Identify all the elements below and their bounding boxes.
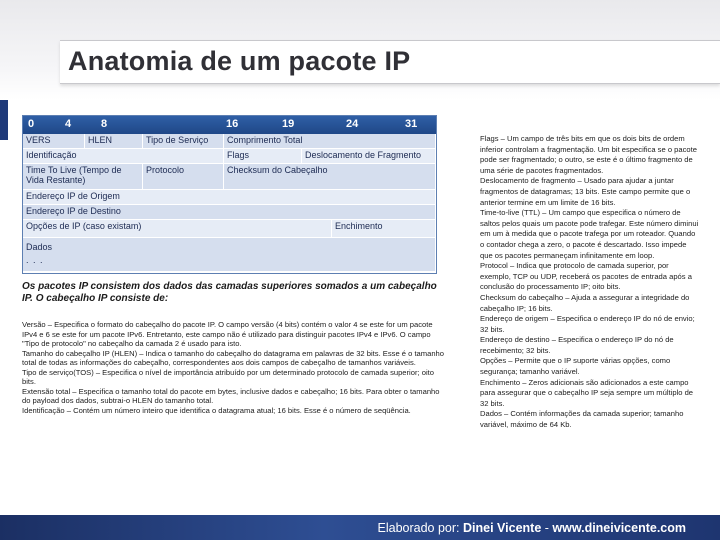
- bit-position-header: [23, 116, 436, 134]
- footer-site: www.dineivicente.com: [552, 521, 686, 535]
- footer-bar: [0, 515, 720, 540]
- field-endereco-destino: Endereço IP de Destino: [23, 205, 436, 220]
- field-protocolo: Protocolo: [143, 164, 224, 190]
- field-identificacao: Identificação: [23, 149, 224, 164]
- field-checksum-cabecalho: Checksum do Cabeçalho: [224, 164, 436, 190]
- desc-tos: Tipo de serviço(TOS) – Especifica o nível de importância atribuído por um determinado protocolo de camada superior; oito bits.: [22, 367, 434, 386]
- right-description: [480, 134, 700, 431]
- desc-deslocamento: Deslocamento de fragmento – Usado para ajudar a juntar fragmentos de datagramas; 13 bits. Este campo permite que o anterior termine em um limite de 16 bits.: [480, 176, 691, 207]
- field-dados-label: Dados: [26, 242, 53, 252]
- slide-title: Anatomia de um pacote IP: [68, 46, 411, 76]
- desc-identificacao: Identificação – Contém um número inteiro que identifica o datagrama atual; 16 bits. Esse é o número de seqüência.: [22, 405, 411, 415]
- bit-label: 0: [28, 118, 35, 130]
- desc-origem: Endereço de origem – Especifica o endereço IP do nó de envio; 32 bits.: [480, 314, 695, 334]
- desc-ttl: Time-to-live (TTL) – Um campo que especifica o número de saltos pelos quais um pacote pode trafegar. Este número diminui em um à medida que o pacote trafega por um roteador. Quando o contador chega a zero, o pacote é descartado. Isso impede que os pacotes permaneçam infinitamente em loop.: [480, 208, 699, 260]
- ip-packet-table: [22, 115, 437, 274]
- field-dados-ellipsis: . . .: [26, 255, 44, 265]
- bit-label: 31: [405, 118, 418, 130]
- footer-separator: -: [541, 521, 553, 535]
- field-flags: Flags: [224, 149, 302, 164]
- field-endereco-origem: Endereço IP de Origem: [23, 190, 436, 205]
- desc-protocol: Protocol – Indica que protocolo de camada superior, por exemplo, TCP ou UDP, receberá os pacotes de entrada após a conclusão do processamento IP; oito bits.: [480, 261, 692, 292]
- desc-enchimento: Enchimento – Zeros adicionais são adicionados a este campo para assegurar que o cabeçalho IP seja sempre um múltiplo de 32 bits.: [480, 377, 694, 408]
- desc-versao: Versão – Especifica o formato do cabeçalho do pacote IP. O campo versão (4 bits) contém o valor 4 se este for um pacote IPv4 e 6 se este for um pacote IPv6. Entretanto, este campo não é utilizado para distinguir pacotes IPv4 e IPv6. O campo "Tipo de protocolo" no cabeçalho da camada 2 é usado para isto.: [22, 320, 433, 348]
- field-vers: VERS: [23, 134, 85, 149]
- field-dados: [23, 238, 436, 271]
- field-comprimento-total: Comprimento Total: [224, 134, 436, 149]
- bit-label: 19: [282, 118, 295, 130]
- field-enchimento: Enchimento: [332, 220, 436, 238]
- footer-author: Dinei Vicente: [463, 521, 542, 535]
- bit-label: 16: [226, 118, 239, 130]
- field-opcoes-ip: Opções de IP (caso existam): [23, 220, 332, 238]
- left-heading: Os pacotes IP consistem dos dados das camadas superiores somados a um cabeçalho IP. O cabeçalho IP consiste de:: [22, 281, 437, 304]
- bit-label: 24: [346, 118, 359, 130]
- field-tipo-servico: Tipo de Serviço: [143, 134, 224, 149]
- field-time-to-live: Time To Live (Tempo de Vida Restante): [23, 164, 143, 190]
- field-deslocamento-fragmento: Deslocamento de Fragmento: [302, 149, 436, 164]
- left-description: [22, 320, 447, 415]
- desc-destino: Endereço de destino – Especifica o endereço IP do nó de recebimento; 32 bits.: [480, 335, 674, 355]
- desc-extensao-total: Extensão total – Especifica o tamanho total do pacote em bytes, inclusive dados e cabeçalho; 16 bits. Para obter o tamanho do payload dos dados, subtrai-o HLEN do tamanho total.: [22, 386, 440, 405]
- corner-accent-bar: [0, 100, 8, 140]
- bit-label: 4: [65, 118, 72, 130]
- bit-label: 8: [101, 118, 108, 130]
- desc-opcoes: Opções – Permite que o IP suporte várias opções, como segurança; tamanho variável.: [480, 356, 671, 377]
- desc-checksum: Checksum do cabeçalho – Ajuda a assegurar a integridade do cabeçalho IP; 16 bits.: [480, 292, 690, 313]
- field-hlen: HLEN: [85, 134, 143, 149]
- footer-credit: [378, 521, 686, 535]
- desc-dados: Dados – Contém informações da camada superior; tamanho variável, máximo de 64 Kb.: [480, 409, 684, 430]
- footer-prefix: Elaborado por:: [377, 521, 463, 535]
- desc-hlen: Tamanho do cabeçalho IP (HLEN) – Indica o tamanho do cabeçalho do datagrama em palavras de 32 bits. Esse é o tamanho total de todas as informações do cabeçalho, correspondentes aos dois campos de cabeçalho de tamanhos variáveis.: [22, 348, 444, 367]
- desc-flags: Flags – Um campo de três bits em que os dois bits de ordem inferior controlam a fragmentação. Um bit especifica se o pacote pode ser fragmentado; o outro, se este é o último fragmento de uma série de pacotes fragmentados.: [480, 134, 697, 175]
